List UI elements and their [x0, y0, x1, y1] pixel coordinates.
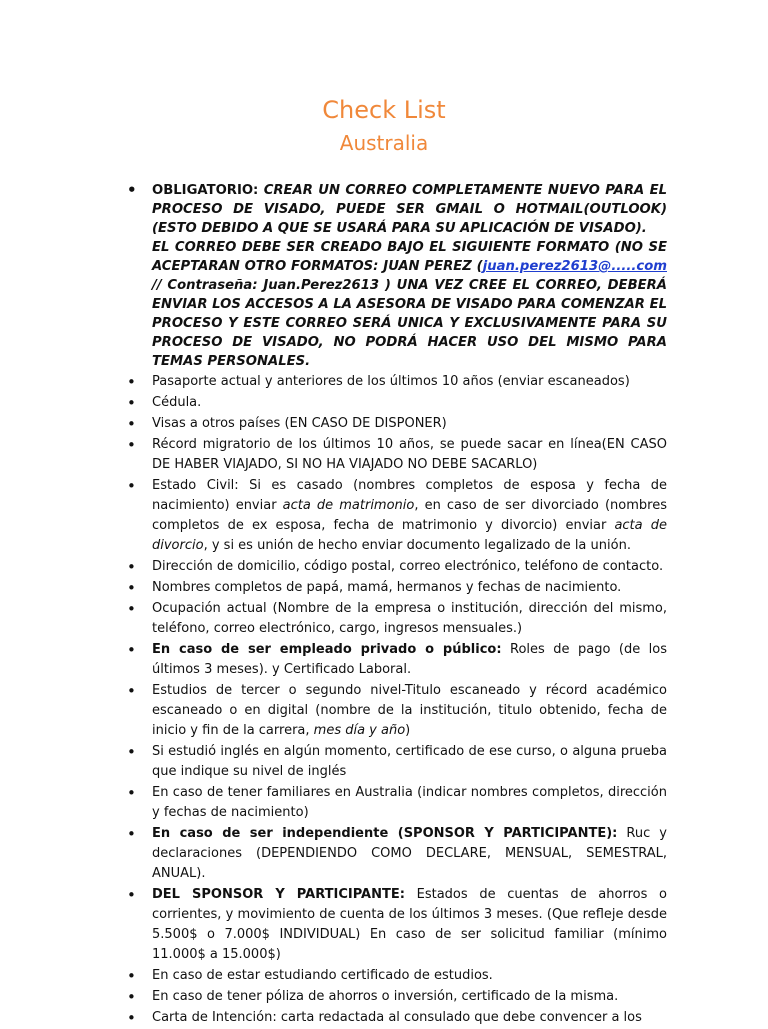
list-item-estudios: • Estudios de tercer o segundo nivel-Titulo escaneado y récord académico escaneado o en digital (nombre de la institución, titulo obtenido, fecha de inicio y fin de la carrera, mes día y año): [125, 681, 667, 741]
email-link[interactable]: juan.perez2613@.....com: [482, 259, 667, 274]
list-item-familiares: • En caso de tener familiares en Australia (indicar nombres completos, dirección y fechas de nacimiento): [125, 783, 667, 823]
list-item-poliza: • En caso de tener póliza de ahorros o inversión, certificado de la misma.: [125, 987, 667, 1007]
list-item-independiente: • En caso de ser independiente (SPONSOR Y PARTICIPANTE): Ruc y declaraciones (DEPENDIENDO COMO DECLARE, MENSUAL, SEMESTRAL, ANUAL).: [125, 824, 667, 884]
list-item-sponsor: • DEL SPONSOR Y PARTICIPANTE: Estados de cuentas de ahorros o corrientes, y movimiento de cuenta de los últimos 3 meses. (Que refleje desde 5.500$ o 7.000$ INDIVIDUAL) En caso de ser solicitud familiar (mínimo 11.000$ a 15.000$): [125, 885, 667, 965]
list-item-cedula: • Cédula.: [125, 393, 667, 413]
list-item-ingles: • Si estudió inglés en algún momento, certificado de ese curso, o alguna prueba que indique su nivel de inglés: [125, 742, 667, 782]
page-subtitle: Australia: [339, 131, 429, 155]
page-title: Check List: [322, 96, 446, 124]
list-item-direccion: • Dirección de domicilio, código postal, correo electrónico, teléfono de contacto.: [125, 557, 667, 577]
list-item-estudiando: • En caso de estar estudiando certificado de estudios.: [125, 966, 667, 986]
list-item-carta: • Carta de Intención: carta redactada al consulado que debe convencer a los: [125, 1008, 667, 1028]
list-item-estado-civil: • Estado Civil: Si es casado (nombres completos de esposa y fecha de nacimiento) enviar acta de matrimonio, en caso de ser divorciado (nombres completos de ex esposa, fecha de matrimonio y divorcio) enviar acta de divorcio, y si es unión de hecho enviar documento legalizado de la unión.: [125, 476, 667, 556]
list-item-obligatorio: • OBLIGATORIO: CREAR UN CORREO COMPLETAMENTE NUEVO PARA EL PROCESO DE VISADO, PUEDE SER GMAIL O HOTMAIL(OUTLOOK) (ESTO DEBIDO A QUE SE USARÁ PARA SU APLICACIÓN DE VISADO). EL CORREO DEBE SER CREADO BAJO EL SIGUIENTE FORMATO (NO SE ACEPTARAN OTRO FORMATOS: JUAN PEREZ (juan.perez2613@.....com // Contraseña: Juan.Perez2613 ) UNA VEZ CREE EL CORREO, DEBERÁ ENVIAR LOS ACCESOS A LA ASESORA DE VISADO PARA COMENZAR EL PROCESO Y ESTE CORREO SERÁ UNICA Y EXCLUSIVAMENTE PARA SU PROCESO DE VISADO, NO PODRÁ HACER USO DEL MISMO PARA TEMAS PERSONALES.: [125, 181, 667, 371]
list-item-empleado: • En caso de ser empleado privado o público: Roles de pago (de los últimos 3 meses). y Certificado Laboral.: [125, 640, 667, 680]
list-item-visas: • Visas a otros países (EN CASO DE DISPONER): [125, 414, 667, 434]
list-item-pasaporte: • Pasaporte actual y anteriores de los últimos 10 años (enviar escaneados): [125, 372, 667, 392]
list-item-ocupacion: • Ocupación actual (Nombre de la empresa o institución, dirección del mismo, teléfono, correo electrónico, cargo, ingresos mensuales.): [125, 599, 667, 639]
list-item-nombres: • Nombres completos de papá, mamá, hermanos y fechas de nacimiento.: [125, 578, 667, 598]
checklist: [125, 181, 667, 1029]
list-item-record: • Récord migratorio de los últimos 10 años, se puede sacar en línea(EN CASO DE HABER VIAJADO, SI NO HA VIAJADO NO DEBE SACARLO): [125, 435, 667, 475]
